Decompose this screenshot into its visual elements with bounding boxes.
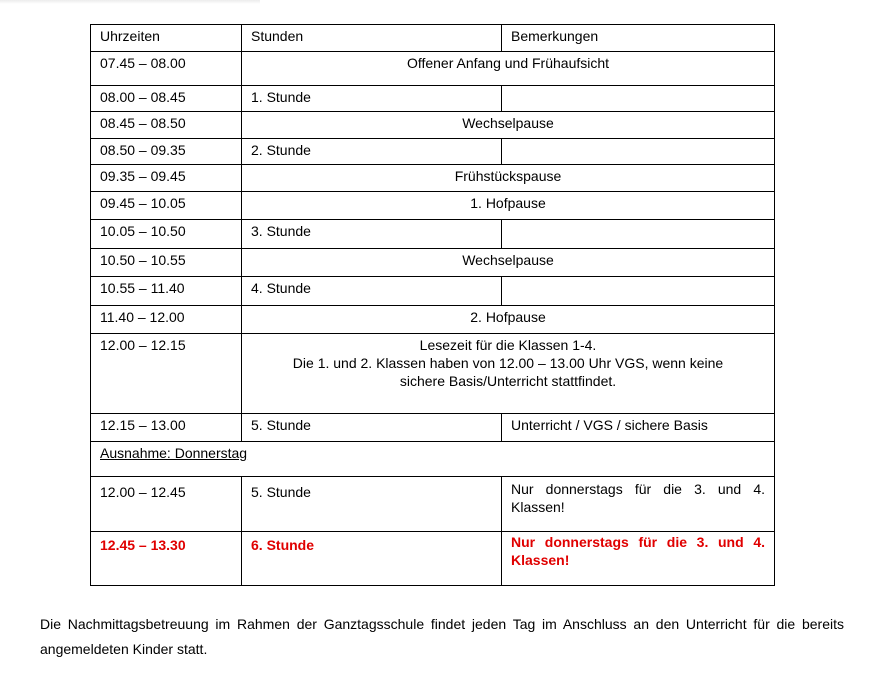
row-span-note: Wechselpause [242,112,775,139]
top-shadow-strip [0,0,260,4]
table-row-highlighted [91,532,775,586]
row-span-note: Offener Anfang und Frühaufsicht [242,52,775,86]
table-row [91,249,775,277]
exception-row [91,442,775,477]
row-remark [502,86,775,112]
row-hour: 5. Stunde [242,477,502,532]
row-hour: 5. Stunde [242,414,502,442]
row-time: 12.00 – 12.45 [91,477,242,532]
remark-line: Klassen! [511,552,570,568]
reading-note-line: Lesezeit für die Klassen 1-4. [419,337,597,353]
table-row [91,306,775,334]
table-row [91,52,775,86]
row-hour: 6. Stunde [242,532,502,586]
schedule-table [90,24,775,586]
footer-paragraph: Die Nachmittagsbetreuung im Rahmen der Ganztagsschule findet jeden Tag im Anschluss an den Unterricht für die bereits angemeldeten Kinder statt. [40,616,844,657]
table-row [91,112,775,139]
remark-line: Klassen! [511,499,565,515]
table-row [91,277,775,306]
row-time: 11.40 – 12.00 [91,306,242,334]
table-row [91,192,775,220]
table-row [91,477,775,532]
row-span-note: Wechselpause [242,249,775,277]
reading-note-line: sichere Basis/Unterricht stattfindet. [399,373,617,389]
table-row [91,414,775,442]
row-hour: 1. Stunde [242,86,502,112]
row-time: 07.45 – 08.00 [91,52,242,86]
row-time: 12.15 – 13.00 [91,414,242,442]
row-time: 12.00 – 12.15 [91,334,242,414]
row-remark [502,477,775,532]
table-row [91,334,775,414]
remark-line: Nur donnerstags für die 3. und 4. [511,481,765,497]
table-row [91,139,775,165]
row-span-note: Frühstückspause [242,165,775,192]
exception-label-cell [91,442,775,477]
exception-label: Ausnahme: Donnerstag [100,445,248,461]
row-remark: Unterricht / VGS / sichere Basis [502,414,775,442]
row-time: 10.50 – 10.55 [91,249,242,277]
row-remark [502,220,775,249]
row-hour: 2. Stunde [242,139,502,165]
row-remark [502,139,775,165]
row-remark [502,277,775,306]
header-hours: Stunden [242,25,502,52]
row-time: 08.00 – 08.45 [91,86,242,112]
row-time: 09.45 – 10.05 [91,192,242,220]
row-hour: 3. Stunde [242,220,502,249]
row-time: 08.45 – 08.50 [91,112,242,139]
header-time: Uhrzeiten [91,25,242,52]
remark-line: Nur donnerstags für die 3. und 4. [511,534,765,550]
table-row [91,86,775,112]
row-span-note: 2. Hofpause [242,306,775,334]
table-row [91,220,775,249]
table-row [91,165,775,192]
row-remark [502,532,775,586]
row-hour: 4. Stunde [242,277,502,306]
row-time: 12.45 – 13.30 [91,532,242,586]
row-time: 08.50 – 09.35 [91,139,242,165]
row-span-note: 1. Hofpause [242,192,775,220]
reading-note-line: Die 1. und 2. Klassen haben von 12.00 – 13.00 Uhr VGS, wenn keine [292,355,724,371]
row-time: 10.05 – 10.50 [91,220,242,249]
row-time: 09.35 – 09.45 [91,165,242,192]
header-remarks: Bemerkungen [502,25,775,52]
row-time: 10.55 – 11.40 [91,277,242,306]
header-row [91,25,775,52]
reading-time-note [242,334,775,414]
